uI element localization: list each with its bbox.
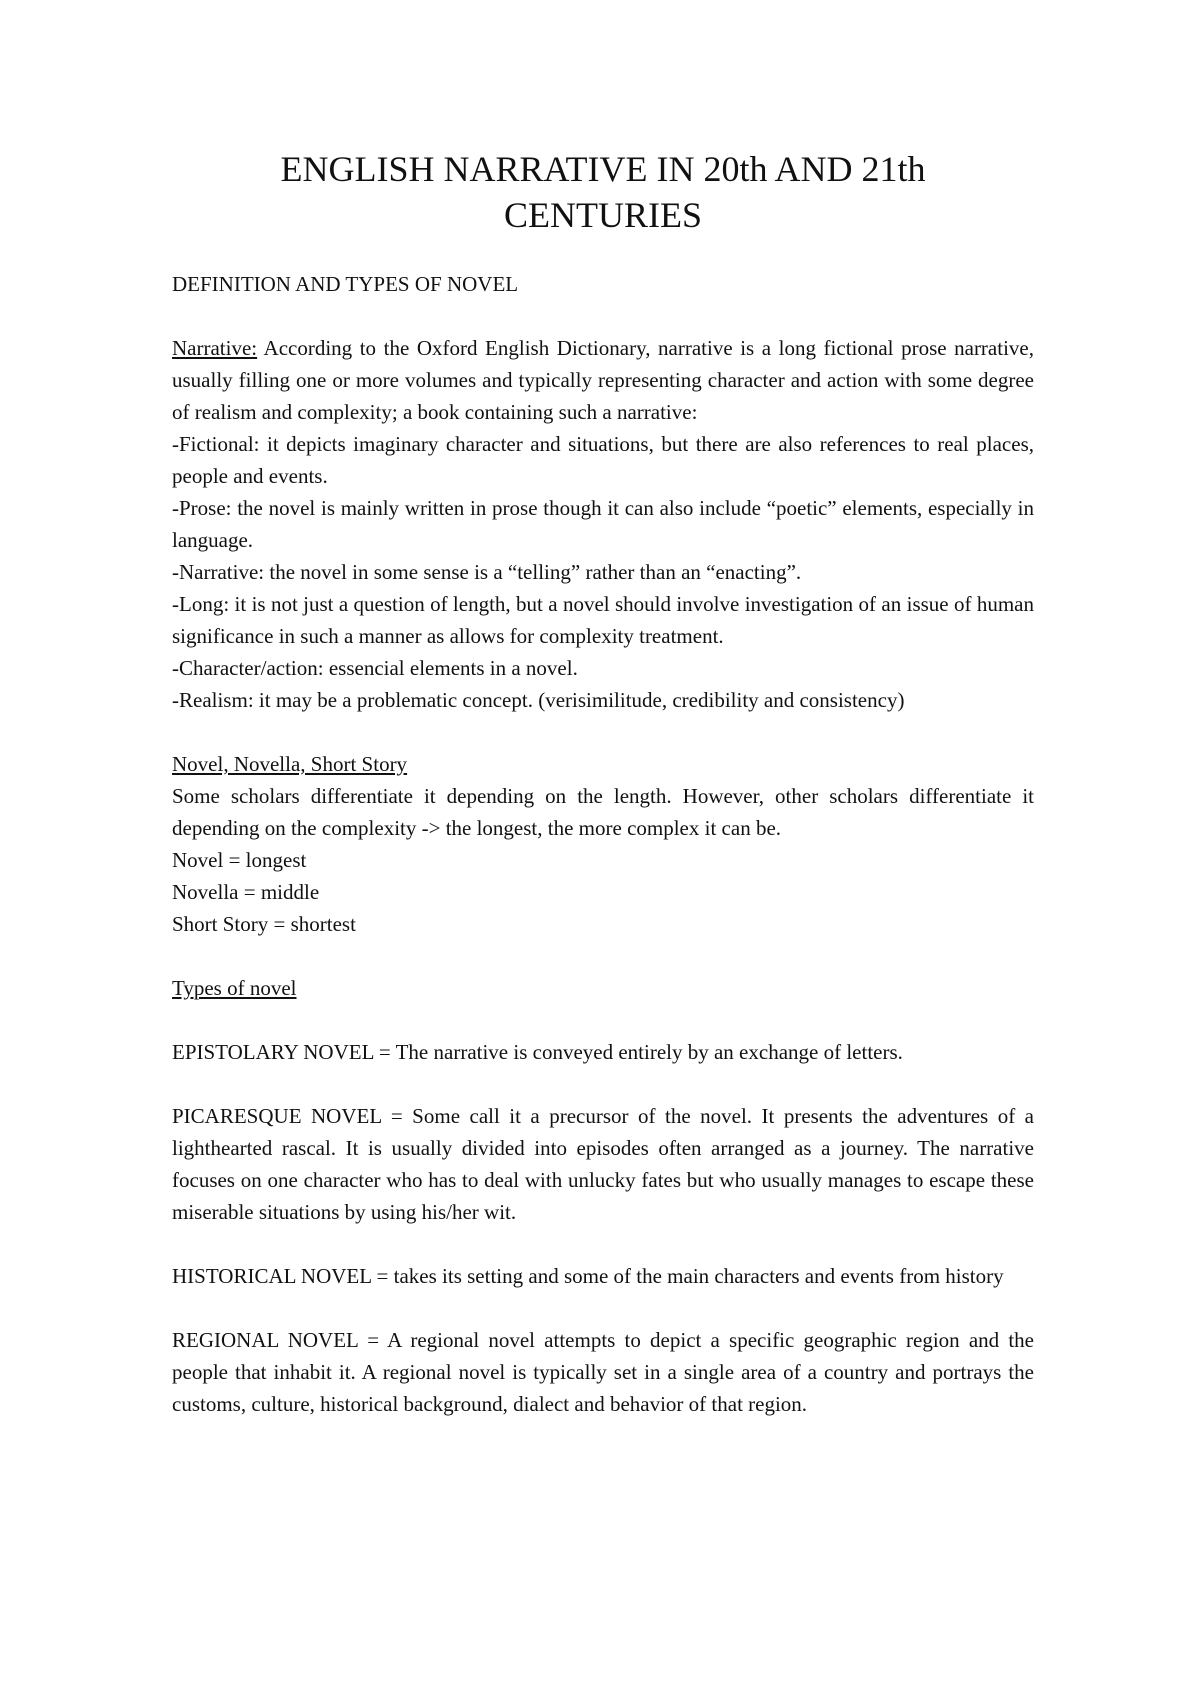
title-line-1: ENGLISH NARRATIVE IN 20th AND 21th [280,149,926,189]
narrative-definition [172,332,1034,428]
type-regional: REGIONAL NOVEL = A regional novel attempts to depict a specific geographic region and the people that inhabit it. A regional novel is typically set in a single area of a country and portrays the customs, culture, historical background, dialect and behavior of that region. [172,1328,1034,1416]
novel-length-explanation: Some scholars differentiate it depending on the length. However, other scholars differentiate it depending on the complexity -> the longest, the more complex it can be. [172,784,1034,840]
length-novella: Novella = middle [172,880,320,904]
narrative-label: Narrative: [172,336,258,360]
spacer [172,1068,1034,1100]
document-body [172,268,1034,1420]
spacer [172,1004,1034,1036]
feature-character-action: -Character/action: essencial elements in a novel. [172,656,578,680]
section-heading: DEFINITION AND TYPES OF NOVEL [172,272,519,296]
document-title [172,146,1034,238]
length-short-story: Short Story = shortest [172,912,356,936]
title-line-2: CENTURIES [504,195,702,235]
feature-realism: -Realism: it may be a problematic concept. (verisimilitude, credibility and consistency) [172,688,905,712]
type-epistolary: EPISTOLARY NOVEL = The narrative is conveyed entirely by an exchange of letters. [172,1040,903,1064]
spacer [172,940,1034,972]
spacer [172,1228,1034,1260]
spacer [172,300,1034,332]
type-historical: HISTORICAL NOVEL = takes its setting and some of the main characters and events from history [172,1264,1004,1288]
length-novel: Novel = longest [172,848,307,872]
feature-narrative: -Narrative: the novel in some sense is a “telling” rather than an “enacting”. [172,560,802,584]
spacer [172,1292,1034,1324]
type-picaresque: PICARESQUE NOVEL = Some call it a precursor of the novel. It presents the adventures of a lighthearted rascal. It is usually divided into episodes often arranged as a journey. The narrative focuses on one character who has to deal with unlucky fates but who usually manages to escape these miserable situations by using his/her wit. [172,1104,1034,1224]
feature-long: -Long: it is not just a question of length, but a novel should involve investigation of an issue of human significance in such a manner as allows for complexity treatment. [172,592,1034,648]
spacer [172,716,1034,748]
feature-fictional: -Fictional: it depicts imaginary character and situations, but there are also references to real places, people and events. [172,432,1034,488]
novel-novella-short-story-heading: Novel, Novella, Short Story [172,752,408,776]
feature-prose: -Prose: the novel is mainly written in prose though it can also include “poetic” elements, especially in language. [172,496,1034,552]
types-of-novel-heading: Types of novel [172,976,297,1000]
narrative-text: According to the Oxford English Dictionary, narrative is a long fictional prose narrative, usually filling one or more volumes and typically representing character and action with some degree of realism and complexity; a book containing such a narrative: [172,336,1034,424]
